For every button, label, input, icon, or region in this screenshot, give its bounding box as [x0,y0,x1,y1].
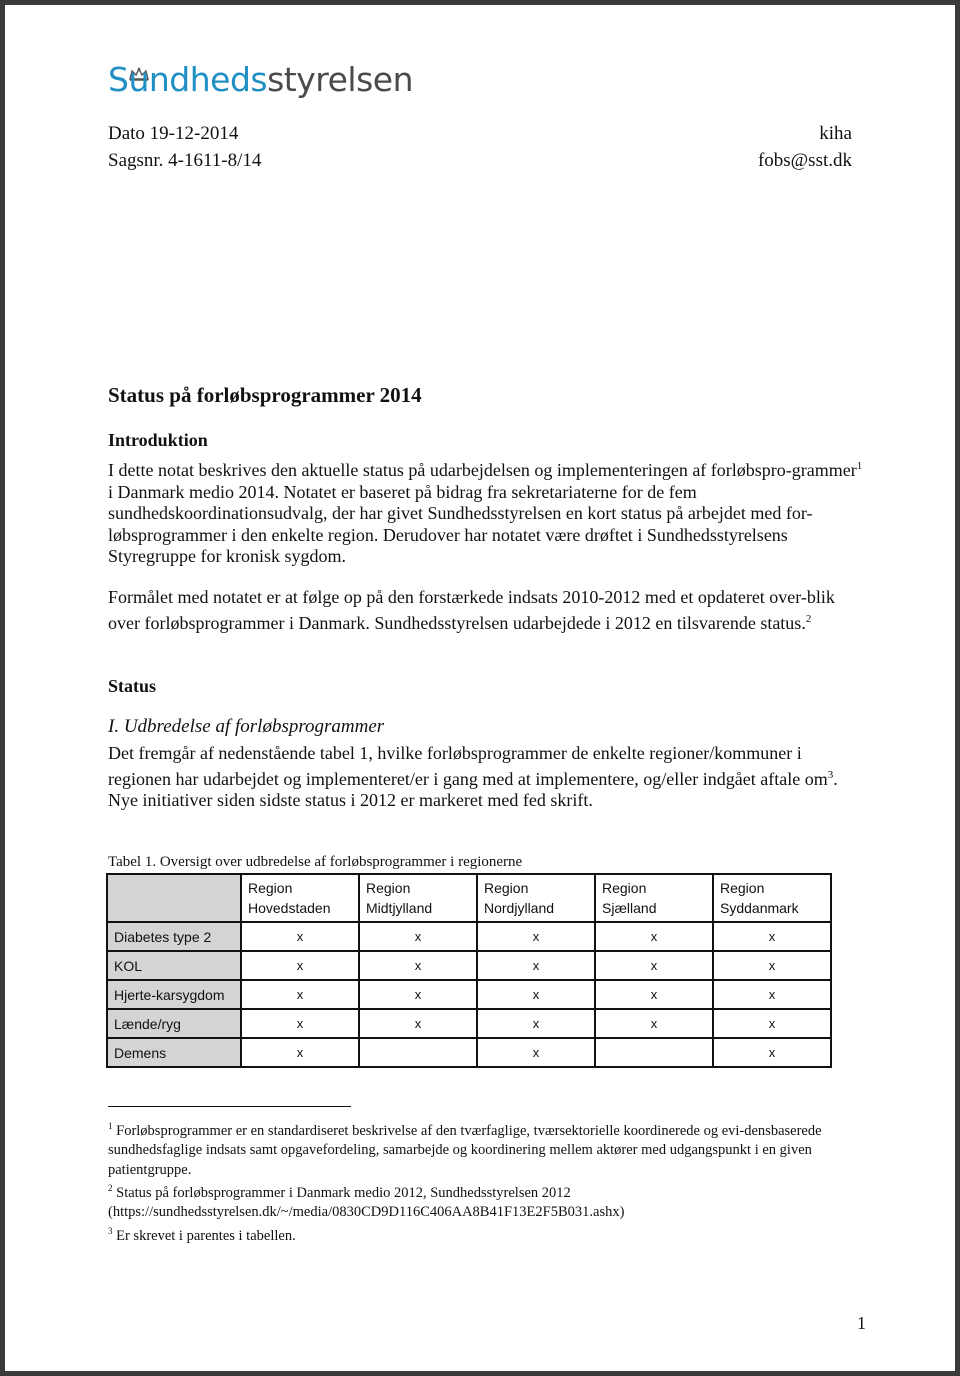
section-subheading: I. Udbredelse af forløbsprogrammer [108,716,385,737]
table-cell: x [477,1038,595,1067]
table-caption: Tabel 1. Oversigt over udbredelse af forløbsprogrammer i regionerne [108,854,523,870]
table-cell: x [241,951,359,980]
table-cell: x [241,1009,359,1038]
table-header-row [107,874,831,922]
column-header: Region Sjælland [595,874,713,922]
intro-paragraph-2: Formålet med notatet er at følge op på den forstærkede indsats 2010-2012 med et opdateret over-blik over forløbsprogrammer i Danmark. Sundhedsstyrelsen udarbejdede i 2012 en tilsvarende status.$^2$ [108,587,835,633]
table-cell: x [713,922,831,951]
table-corner-cell [107,874,241,922]
table-cell [595,1038,713,1067]
table-cell: x [713,1009,831,1038]
table-cell: x [477,980,595,1009]
table-cell: x [359,922,477,951]
table-cell: x [477,1009,595,1038]
table-cell: x [713,1038,831,1067]
table-row [107,951,831,980]
table-cell: x [595,951,713,980]
table-cell: x [241,1038,359,1067]
footnote-3: $^3$ Er skrevet i parentes i tabellen. [108,1226,296,1244]
case-number: Sagsnr. 4-1611-8/14 [108,150,262,171]
table-cell: x [359,1009,477,1038]
status-heading: Status [108,676,157,696]
column-header: Region Midtjylland [359,874,477,922]
table-row [107,1038,831,1067]
table-row [107,1009,831,1038]
table-cell: x [713,951,831,980]
row-label: Diabetes type 2 [107,922,241,951]
row-label: Lænde/ryg [107,1009,241,1038]
status-paragraph: Det fremgår af nedenstående tabel 1, hvilke forløbsprogrammer de enkelte regioner/kommuner i regionen har udarbejdet og implementeret/er i gang med at implementere, og/eller indgået aftale $om^3$. Nye initiativer siden sidste status i 2012 er markeret med fed skrift. [108,743,838,810]
intro-heading: Introduktion [108,430,208,450]
programmes-table [106,873,832,1068]
page-title: Status på forløbsprogrammer 2014 [108,383,422,407]
author-initials: kiha [819,123,852,144]
table-cell: x [359,980,477,1009]
footnote-1: $^1$ Forløbsprogrammer er en standardiseret beskrivelse af den tværfaglige, tværsektorielle koordinerede og evi-densbaserede sundhedsfaglige indsats samt opgavefordeling, samarbejde og koordinering mellem aktører med udgangspunkt i en given patientgruppe. [108,1121,822,1178]
document-meta-right [758,120,852,174]
column-header: Region Hovedstaden [241,874,359,922]
table-cell: x [359,951,477,980]
row-label: Hjerte-karsygdom [107,980,241,1009]
row-label: KOL [107,951,241,980]
table-cell: x [477,922,595,951]
row-label: Demens [107,1038,241,1067]
column-header: Region Syddanmark [713,874,831,922]
table-cell [359,1038,477,1067]
footnote-divider [108,1106,351,1107]
table-cell: x [595,1009,713,1038]
sundhedsstyrelsen-logo: Sundhedsstyrelsen [108,60,413,99]
table-row [107,980,831,1009]
table-cell: x [477,951,595,980]
footnote-2-link[interactable]: (https://sundhedsstyrelsen.dk/~/media/0830CD9D116C406AA8B41F13E2F5B031.ashx) [108,1204,625,1221]
intro-paragraph-1: I dette notat beskrives den aktuelle status på udarbejdelsen og implementeringen af forløbspro-grammer$^1$ i Danmark medio 2014. Notatet er baseret på bidrag fra sekretariaterne for de fem sundhedskoordinationsudvalg, der har givet Sundhedsstyrelsen en kort status på arbejdet med for-løbsprogrammer i den enkelte region. Derudover har notatet være drøftet i Sundhedsstyrelsens Styregruppe for kronisk sygdom. [108,460,863,566]
document-date: Dato 19-12-2014 [108,123,239,144]
table-row [107,922,831,951]
table-cell: x [713,980,831,1009]
author-email: fobs@sst.dk [757,150,852,171]
page-number: 1 [857,1313,866,1333]
table-cell: x [595,922,713,951]
footnote-2: $^2$ Status på forløbsprogrammer i Danmark medio 2012, Sundhedsstyrelsen 2012 (https://sundhedsstyrelsen.dk/~/media/0830CD9D116C406AA8B41F13E2F5B031.ashx) [108,1183,625,1221]
document-meta-left [108,120,261,174]
table-cell: x [241,922,359,951]
table-cell: x [241,980,359,1009]
table-cell: x [595,980,713,1009]
column-header: Region Nordjylland [477,874,595,922]
